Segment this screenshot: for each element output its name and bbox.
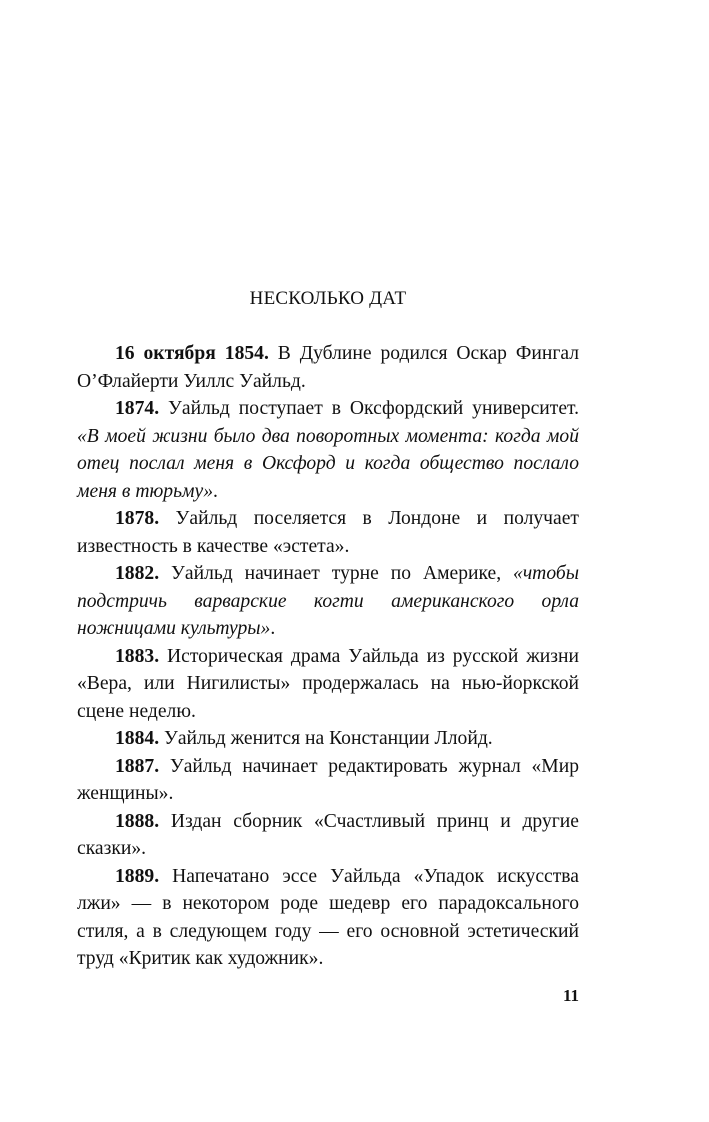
entry-text: Уайльд поселяется в Лондоне и получает известность в качестве «эстета». xyxy=(77,508,579,557)
entry-1889 xyxy=(77,863,579,973)
entry-text: Напечатано эссе Уайльда «Упадок искусства лжи» — в некотором роде шедевр его парадоксального стиля, а в следующем году — его основной эстетический труд «Критик как художник». xyxy=(77,865,579,969)
entry-1854 xyxy=(77,340,579,395)
page-body xyxy=(77,288,579,973)
entry-date: 1889. xyxy=(115,865,160,887)
entry-date: 1878. xyxy=(115,508,160,529)
entry-date: 16 октября 1854. xyxy=(115,343,269,364)
entry-text: Уайльд женится на Констанции Ллойд. xyxy=(159,728,493,749)
entry-1887 xyxy=(77,753,579,808)
entry-date: 1874. xyxy=(115,398,160,419)
entry-1883 xyxy=(77,643,579,726)
entry-date: 1882. xyxy=(115,563,160,584)
page-number: 11 xyxy=(562,986,579,1005)
entry-text: Издан сборник «Счастливый принц и другие сказки». xyxy=(77,810,579,859)
entry-tail: . xyxy=(213,480,218,502)
entry-1888 xyxy=(77,808,579,863)
entry-1874 xyxy=(77,395,579,505)
entry-date: 1887. xyxy=(115,755,160,777)
entry-date: 1883. xyxy=(115,645,160,667)
entry-text: Историческая драма Уайльда из русской жизни «Вера, или Нигилисты» продержалась на нью-йоркской сцене неделю. xyxy=(77,645,579,722)
entry-date: 1888. xyxy=(115,810,160,832)
entry-quote: «В моей жизни было два поворотных момента: когда мой отец послал меня в Оксфорд и когда общество послало меня в тюрьму» xyxy=(77,425,579,502)
entry-text: Уайльд начинает редактировать журнал «Мир женщины». xyxy=(77,755,579,804)
entry-tail: . xyxy=(270,618,276,639)
entry-1878 xyxy=(77,505,579,560)
entry-1884 xyxy=(77,725,579,753)
entry-text: Уайльд начинает турне по Америке, xyxy=(159,563,514,584)
entry-date: 1884. xyxy=(115,728,160,749)
entry-text: Уайльд поступает в Оксфордский университет. xyxy=(159,398,579,419)
entry-quote: «чтобы подстричь варварские когти американского орла ножницами культуры» xyxy=(77,563,579,639)
entry-text: В Дублине родился Оскар Фингал О’Флайерти Уиллс Уайльд. xyxy=(77,343,579,392)
entry-1882 xyxy=(77,560,579,643)
section-heading: НЕСКОЛЬКО ДАТ xyxy=(249,288,407,309)
